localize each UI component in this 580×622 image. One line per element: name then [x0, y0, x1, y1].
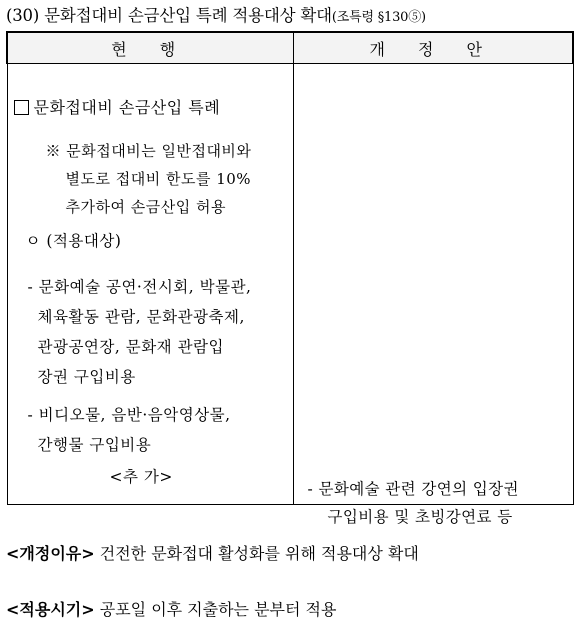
header-current: 현 행 [7, 32, 293, 64]
item1-line: 체육활동 관람, 문화관광축제, [37, 308, 245, 326]
table-header-row [7, 32, 573, 64]
note-line: ※ 문화접대비는 일반접대비와 [45, 142, 252, 160]
table-body-row [7, 64, 573, 505]
current-heading [14, 100, 221, 116]
revision-reason-text: 건전한 문화접대 활성화를 위해 적용대상 확대 [99, 544, 419, 563]
application-timing-text: 공포일 이후 지출하는 분부터 적용 [99, 600, 337, 619]
note-line: 별도로 접대비 한도를 10% [65, 170, 252, 188]
application-timing-label: <적용시기> [6, 600, 95, 619]
revision-reason-label: <개정이유> [6, 544, 95, 563]
item1-line: - 문화예술 공연·전시회, 박물관, [27, 278, 252, 296]
item1-line: 장권 구입비용 [37, 368, 136, 386]
item2-line: 간행물 구입비용 [37, 436, 152, 454]
header-revised: 개 정 안 [293, 32, 573, 64]
revised-line: 구입비용 및 초빙강연료 등 [327, 508, 513, 526]
revision-reason [6, 541, 419, 564]
note-line: 추가하여 손금산입 허용 [65, 198, 226, 216]
addition-marker: <추 가> [109, 468, 173, 486]
revised-column [293, 64, 573, 526]
comparison-table [6, 31, 574, 526]
section-title [6, 2, 426, 26]
legal-reference: (조특령 §130⑤) [331, 10, 426, 25]
section-title-main: (30) 문화접대비 손금산입 특례 적용대상 확대 [6, 6, 332, 25]
checkbox-square-icon [14, 100, 29, 115]
current-column [7, 64, 293, 505]
item1-line: 관광공연장, 문화재 관람입 [37, 338, 224, 356]
item2-line: - 비디오물, 음반·음악영상물, [27, 406, 231, 424]
target-label: ㅇ (적용대상) [25, 232, 122, 250]
current-heading-text: 문화접대비 손금산입 특례 [33, 98, 221, 117]
revised-line: - 문화예술 관련 강연의 입장권 [307, 480, 519, 498]
application-timing [6, 597, 336, 620]
